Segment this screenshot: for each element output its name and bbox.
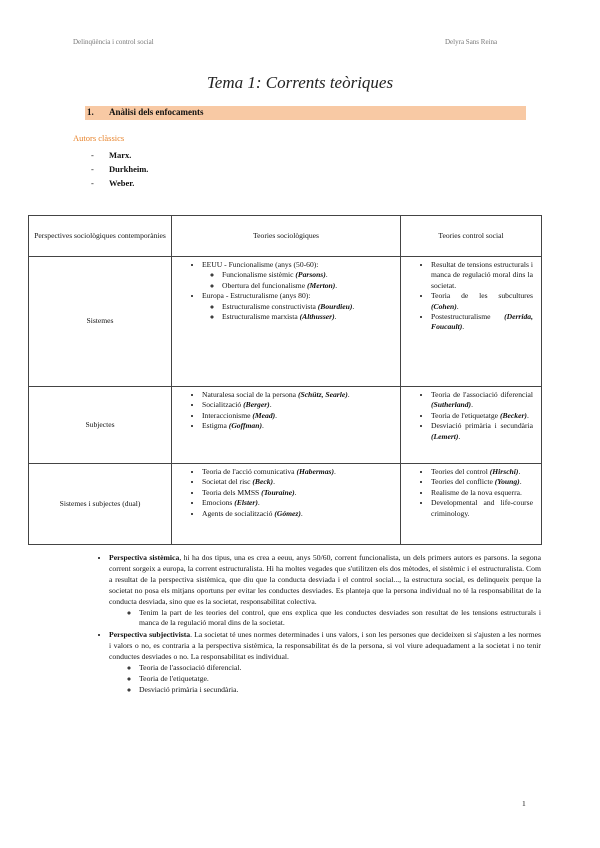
list-item: • Resultat de tensions estructurals i manca de regulació moral dins la societat. <box>431 260 533 291</box>
column-header-perspectives: Perspectives sociològiques contemporànies <box>29 216 172 257</box>
column-header-control: Teories control social <box>401 216 542 257</box>
list-item: - Marx. <box>91 150 132 160</box>
row-label: Subjectes <box>29 387 172 464</box>
body-text <box>95 553 541 697</box>
list-item: ◦ Estructuralisme marxista (Althusser). <box>222 312 392 322</box>
list-item: ◦ Teoria de l'etiquetatge. <box>139 674 541 685</box>
section-title: Anàlisi dels enfocaments <box>109 107 204 117</box>
control-cell <box>401 387 542 464</box>
theories-cell <box>172 257 401 387</box>
list-item: ◦ Tenim la part de les teories del control, que ens explica que les conductes desviades son resultat de les tensions estructurals i manca de la regulació moral dins de la societat. <box>139 608 541 630</box>
list-item: • Realisme de la nova esquerra. <box>431 488 533 498</box>
list-item: • Interaccionisme (Mead). <box>202 411 392 421</box>
list-item: • Postestructuralisme (Derrida, Foucault). <box>431 312 533 333</box>
dash-marker: - <box>91 150 94 160</box>
list-item: - Weber. <box>91 178 135 188</box>
list-item: ◦ Estructuralisme constructivista (Bourdieu). <box>222 302 392 312</box>
list-item: • Agents de socialització (Gómez). <box>202 509 392 519</box>
paragraph-sistemica: • Perspectiva sistèmica, hi ha dos tipus, una es crea a eeuu, anys 50/60, corrent funcionalista, un dels primers autors es parsons. la segona corrent sorgeix a europa, la corrent estructuralista. Hi ha moltes vegades que s'utilitzen els dos mètodes, el sistèmic i el estructuralista. Com a resultat de la perspectiva sistèmica, que diu que la conducta desviada i el control social..., la estructura social, es delinqueix perque la societat no posa els mitjans oportuns per evitar les conductes desviades. Es planteja que la persona individual no té la responsabilitat de la conducta desviada, sino que es la societat, responsabilitat colectiva. ◦ Tenim la part de les teories del control, que ens explica que les conductes desviades son resultat de les tensions estructurals i manca de la regulació moral dins de la societat. <box>109 553 541 629</box>
theories-cell <box>172 464 401 545</box>
page-number: 1 <box>522 799 526 808</box>
section-heading <box>85 106 526 120</box>
autors-heading: Autors clàssics <box>73 133 125 143</box>
list-item: • Desviació primària i secundària (Lemert). <box>431 421 533 442</box>
control-cell <box>401 464 542 545</box>
list-item: • Emocions (Elster). <box>202 498 392 508</box>
document-title: Tema 1: Corrents teòriques <box>206 73 394 92</box>
list-item: ◦ Obertura del funcionalisme (Merton). <box>222 281 392 291</box>
list-item: • Socialització (Berger). <box>202 400 392 410</box>
table-row <box>29 387 542 464</box>
list-item: • Teoria de l'acció comunicativa (Habermas). <box>202 467 392 477</box>
table-row <box>29 464 542 545</box>
row-label: Sistemes <box>29 257 172 387</box>
list-item: • Developmental and life-course criminology. <box>431 498 533 519</box>
list-item: • Naturalesa social de la persona (Schütz, Searle). <box>202 390 392 400</box>
row-label: Sistemes i subjectes (dual) <box>29 464 172 545</box>
header-course: Delinqüència i control social <box>73 38 154 46</box>
list-item: • Estigma (Goffman). <box>202 421 392 431</box>
paragraph-subjectivista: • Perspectiva subjectivista. La societat té unes normes determinades i uns valors, i son les persones que decideixen si s'ajusten a les normes i valors o no, es contraria a la perspectiva sistèmica, la responsabilitat és de la persona, si vol viure adequadament a la societat i no tenir conductes desviades o no. La responsabilitat es individual. ◦ Teoria de l'associació diferencial. ◦ Teoria de l'etiquetatge. ◦ Desviació primària i secundària. <box>109 630 541 695</box>
list-item: • Societat del risc (Beck). <box>202 477 392 487</box>
list-item: • EEUU - Funcionalisme (anys (50-60): ◦ Funcionalisme sistèmic (Parsons). ◦ Obertura del funcionalisme (Merton). <box>202 260 392 291</box>
list-item: • Teoria de l'etiquetatge (Becker). <box>431 411 533 421</box>
list-item: • Teoria de les subcultures (Cohen). <box>431 291 533 312</box>
autors-list <box>91 148 148 190</box>
section-number: 1. <box>87 107 94 117</box>
list-item: • Europa - Estructuralisme (anys 80): ◦ Estructuralisme constructivista (Bourdieu). ◦ Estructuralisme marxista (Althusser). <box>202 291 392 322</box>
dash-marker: - <box>91 178 94 188</box>
dash-marker: - <box>91 164 94 174</box>
list-item: • Teoria dels MMSS (Touraine). <box>202 488 392 498</box>
list-item: - Durkheim. <box>91 164 149 174</box>
theories-cell <box>172 387 401 464</box>
list-item: • Teories del conflicte (Young). <box>431 477 533 487</box>
list-item: ◦ Funcionalisme sistèmic (Parsons). <box>222 270 392 280</box>
theories-table <box>28 215 542 545</box>
table-row <box>29 257 542 387</box>
table-header-row <box>29 216 542 257</box>
column-header-theories: Teories sociològiques <box>172 216 401 257</box>
header-author: Delyra Sans Reina <box>445 38 498 46</box>
list-item: • Teories del control (Hirschi). <box>431 467 533 477</box>
list-item: • Teoria de l'associació diferencial (Sutherland). <box>431 390 533 411</box>
list-item: ◦ Desviació primària i secundària. <box>139 685 541 696</box>
list-item: ◦ Teoria de l'associació diferencial. <box>139 663 541 674</box>
control-cell <box>401 257 542 387</box>
